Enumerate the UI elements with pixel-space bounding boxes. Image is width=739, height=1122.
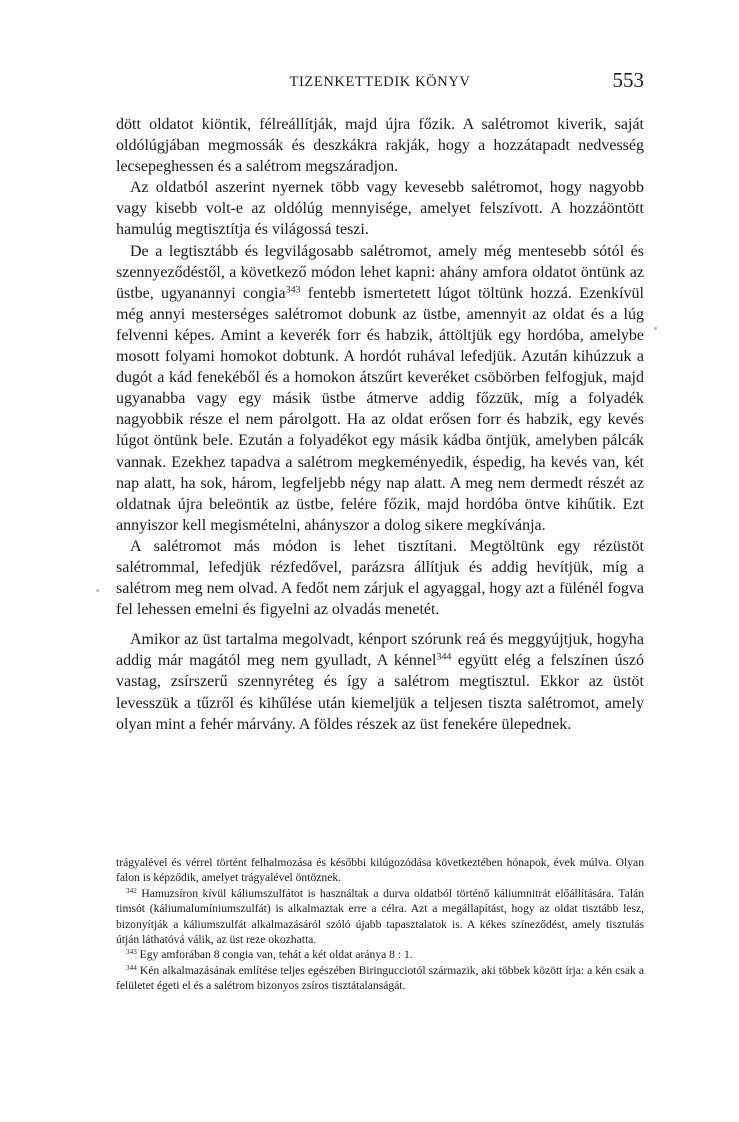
paragraph-3-text-a: De a legtisztább és legvilágosabb salétromot, amely még mentesebb sótól és szennyeződéstől, a következő módon lehet kapni: ahány amfora oldatot öntünk az üstbe, ugyanannyi congia <box>116 242 644 302</box>
footnote-number-343: 343 <box>126 948 137 957</box>
scan-speck <box>654 327 657 330</box>
footnote-344-text: Kén alkalmazásának említése teljes egészében Biringucciotól származik, aki többek között írja: a kén csak a felületet égeti el és a salétrom bizonyos zsíros tisztátalanságát. <box>116 963 644 993</box>
running-head: TIZENKETTEDIK KÖNYV <box>289 74 471 90</box>
paragraph-3 <box>116 241 644 536</box>
paragraph-5-text-b: együtt elég a felszínen úszó vastag, zsírszerű szennyréteg és így a salétrom megtisztul. Ekkor az üstöt levesszük a tűzről és kihűlése után kiemeljük a teljesen tiszta salétromot, amely olyan mint a fehér márvány. A földes részek az üst fenekére ülepednek. <box>116 652 644 733</box>
paragraph-3-text-b: fentebb ismertetett lúgot töltünk hozzá. Ezenkívül még annyi mesterséges salétromot dobunk az üstbe, amennyit az oldat és a lúg felvenni képes. Amint a keverék forr és habzik, áttöltjük egy hordóba, amelybe mosott folyami homokot dobtunk. A hordót ruhával lefedjük. Azután kihúzzuk a dugót a kád fenekéből és a homokon átszűrt keveréket csöbörben felfogjuk, majd ugyanabba vagy egy másik üstbe átmerve addig főzzük, míg a folyadék nagyobbik része el nem párolgott. Ha az oldat erősen forr és habzik, egy kevés lúgot öntünk bele. Ezután a folyadékot egy másik kádba öntjük, amelyben pálcák vannak. Ezekhez tapadva a salétrom megkeményedik, éspedig, ha kevés van, két nap alatt, ha sok, három, legfeljebb négy nap alatt. A meg nem dermedt részét az oldatnak újra beleöntik az üstbe, felére főzik, majd hordóba öntve kihűtik. Ezt annyiszor kell megismételni, ahányszor a dolog sikere megkívánja. <box>116 284 644 534</box>
scan-speck <box>96 589 99 592</box>
footnote-ref-344: 344 <box>436 651 452 663</box>
main-text <box>116 114 644 735</box>
footnote-342-text: Hamuzsíron kívül káliumszulfátot is használtak a durva oldatból történő káliumnitrát előállítására. Talán timsót (káliumalumíniumszulfát) is alkalmaztak erre a célra. Azt a megállapítást, hogy az oldat tisztább lesz, bizonyítják a káliumszulfát alkalmazásáról szóló újabb tapasztalatok is. A kékes színeződést, amely tisztulás útján láthatóvá válik, az üst reze okozhatta. <box>116 886 644 947</box>
page-header <box>116 68 644 98</box>
paragraph-2: Az oldatból aszerint nyernek több vagy kevesebb salétromot, hogy nagyobb vagy kisebb volt-e az oldólúg mennyisége, amelyet felszívott. A hozzáöntött hamulúg megtisztítja és világossá teszi. <box>116 179 644 239</box>
paragraph-4: A salétromot más módon is lehet tisztítani. Megtöltünk egy rézüstöt salétrommal, lefedjük rézfedővel, parázsra állítjuk és addig hevítjük, míg a salétrom meg nem olvad. A fedőt nem zárjuk el agyaggal, hogy azt a fülénél fogva fel lehessen emelni és figyelni az olvadás menetét. <box>116 537 644 619</box>
paragraph-5-text-a: Amikor az üst tartalma megolvadt, kénport szórunk reá és meggyújtjuk, hogyha addig már magától meg nem gyulladt, A kénnel <box>116 631 644 670</box>
page-number: 553 <box>612 68 644 92</box>
footnotes <box>116 855 644 994</box>
footnote-342 <box>116 886 644 948</box>
footnote-number-344: 344 <box>126 963 137 972</box>
footnote-continuation: trágyalével és vérrel történt felhalmozása és későbbi kilúgozódása következtében hónapok, évek múlva. Olyan falon is képződik, amelyet trágyalével öntöznek. <box>116 856 644 885</box>
footnote-343 <box>116 947 644 962</box>
footnote-ref-343: 343 <box>285 284 301 296</box>
paragraph-5 <box>116 629 644 734</box>
footnote-343-text: Egy amforában 8 congia van, tehát a két oldat aránya 8 : 1. <box>136 948 413 962</box>
paragraph-1: dött oldatot kiöntik, félreállítják, majd újra főzik. A salétromot kiverik, saját oldólúgjában megmossák és deszkákra rakják, hogy a hozzátapadt nedvesség lecsepeghessen és a salétrom megszáradjon. <box>116 116 644 176</box>
footnote-344 <box>116 963 644 994</box>
footnote-number-342: 342 <box>126 886 137 895</box>
